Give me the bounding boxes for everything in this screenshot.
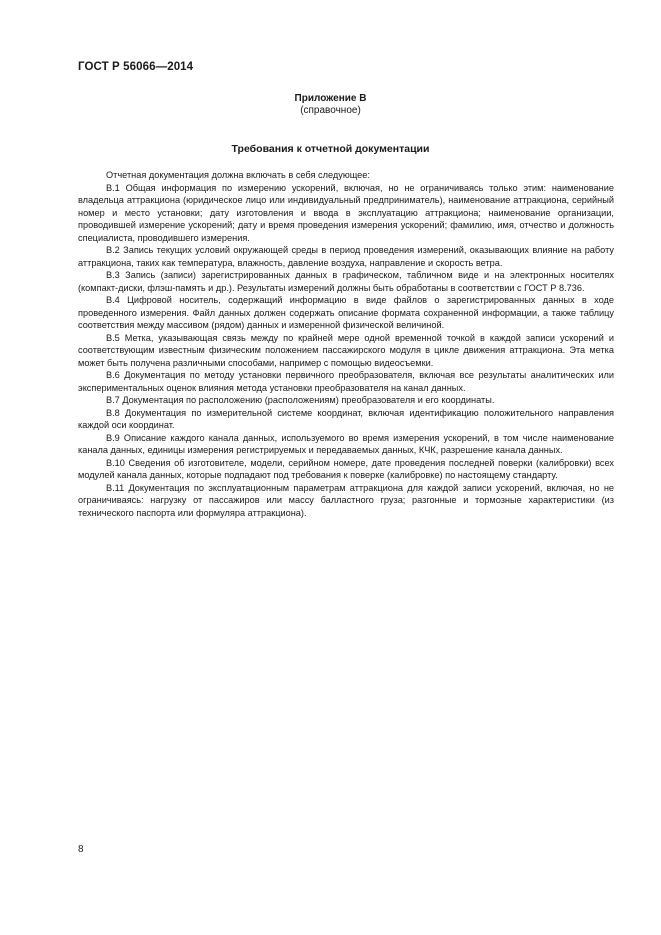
- appendix-title: Приложение В: [294, 93, 367, 104]
- paragraph-b7: В.7 Документация по расположению (расположениям) преобразователя и его координаты.: [106, 395, 495, 405]
- appendix-heading: [0, 93, 661, 117]
- document-code-header: ГОСТ Р 56066—2014: [78, 61, 194, 73]
- paragraph-b4: В.4 Цифровой носитель, содержащий информацию в виде файлов о зарегистрированных данных в ходе проведенного измерения. Файл данных должен содержать описание формата сохраненной информации, а также таблицу соответствия между массивом (рядом) данных и измеренной физической величиной.: [78, 295, 614, 330]
- paragraph-b11: В.11 Документация по эксплуатационным параметрам аттракциона для каждой записи ускорений, включая, но не ограничиваясь: нагрузку от пассажиров или массу балластного груза; разгонные и тормозные характеристики (из технического паспорта или формуляра аттракциона).: [78, 482, 614, 518]
- document-body: [78, 169, 614, 519]
- paragraph-b1: В.1 Общая информация по измерению ускорений, включая, но не ограничиваясь только этим: наименование владельца аттракциона (юридическое лицо или индивидуальный предприниматель), наименование аттракциона, серийный номер и место установки; дату изготовления и ввода в эксплуатацию аттракциона; наименование организации, проводившей измерение ускорений; дату и время проведения измерения ускорений; фамилию, имя, отчество и должность специалиста, проводившего измерения.: [78, 182, 614, 243]
- paragraph-b6: В.6 Документация по методу установки первичного преобразователя, включая все результаты аналитических или экспериментальных оценок влияния метода установки преобразователя на канал данных.: [78, 370, 614, 393]
- paragraph-b8: В.8 Документация по измерительной системе координат, включая идентификацию положительного направления каждой оси координат.: [78, 407, 614, 430]
- paragraph-b5: В.5 Метка, указывающая связь между по крайней мере одной временной точкой в каждой записи ускорений и соответствующим известным физическим положением пассажирского модуля в цикле движения аттракциона. Эта метка может быть получена различными способами, например с помощью видеосъемки.: [78, 332, 614, 368]
- section-title: Требования к отчетной документации: [231, 143, 430, 155]
- paragraph-b2: В.2 Запись текущих условий окружающей среды в период проведения измерений, оказывающих влияние на работу аттракциона, таких как температура, влажность, давление воздуха, направление и скорость ветра.: [78, 245, 614, 268]
- page-number: 8: [78, 844, 84, 855]
- paragraph-b10: В.10 Сведения об изготовителе, модели, серийном номере, дате проведения последней поверки (калибровки) всех модулей канала данных, которые подпадают под требования к поверке (калибровке) по настоящему стандарту.: [78, 457, 614, 480]
- paragraph-intro: Отчетная документация должна включать в себя следующее:: [106, 170, 370, 180]
- appendix-subtitle: (справочное): [300, 105, 361, 116]
- paragraph-b3: В.3 Запись (записи) зарегистрированных данных в графическом, табличном виде и на электронных носителях (компакт-диски, флэш-память и др.). Результаты измерений должны быть обработаны в соответствии с ГОСТ Р 8.736.: [78, 270, 614, 293]
- paragraph-b9: В.9 Описание каждого канала данных, используемого во время измерения ускорений, в том числе наименование канала данных, единицы измерения регистрируемых и передаваемых данных, КЧК, разрешение канала данных.: [78, 432, 614, 455]
